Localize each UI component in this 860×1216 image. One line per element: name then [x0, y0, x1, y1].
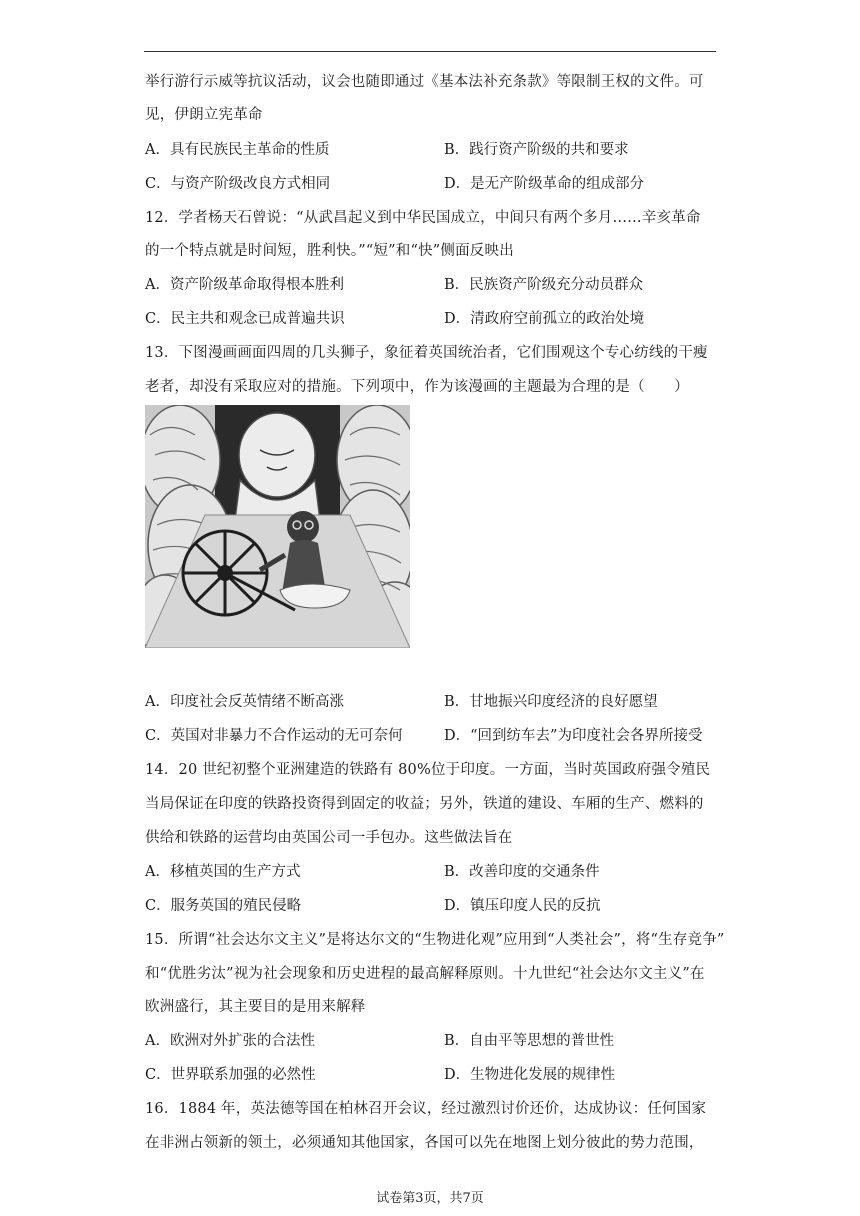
page-footer: 试卷第3页，共7页	[376, 1191, 484, 1206]
q15-stem-line-3: 欧洲盛行，其主要目的是用来解释	[145, 999, 366, 1015]
q11-option-c[interactable]: C．与资产阶级改良方式相同	[145, 176, 331, 192]
q13-option-c[interactable]: C．英国对非暴力不合作运动的无可奈何	[145, 728, 403, 744]
q11-stem-line-2: 见，伊朗立宪革命	[145, 107, 263, 123]
q12-option-c[interactable]: C．民主共和观念已成普遍共识	[145, 311, 345, 327]
q13-option-b[interactable]: B．甘地振兴印度经济的良好愿望	[444, 694, 658, 710]
q15-option-d[interactable]: D．生物进化发展的规律性	[444, 1067, 616, 1083]
q12-option-b[interactable]: B．民族资产阶级充分动员群众	[444, 277, 644, 293]
q13-option-a[interactable]: A．印度社会反英情绪不断高涨	[145, 694, 344, 710]
q12-option-a[interactable]: A．资产阶级革命取得根本胜利	[145, 277, 344, 293]
q15-option-a[interactable]: A．欧洲对外扩张的合法性	[145, 1033, 315, 1049]
q11-stem-line-1: 举行游行示威等抗议活动，议会也随即通过《基本法补充条款》等限制王权的文件。可	[145, 74, 704, 90]
spinning-wheel-cartoon-image	[145, 405, 410, 648]
q14-option-b[interactable]: B．改善印度的交通条件	[444, 864, 600, 880]
q14-option-c[interactable]: C．服务英国的殖民侵略	[145, 898, 302, 914]
q16-stem-line-2: 在非洲占领新的领土，必须通知其他国家，各国可以先在地图上划分彼此的势力范围，	[145, 1135, 704, 1151]
q16-stem-line-1: 16．1884 年，英法德等国在柏林召开会议，经过激烈讨价还价，达成协议：任何国家	[145, 1101, 707, 1117]
q13-stem-line-1: 13．下图漫画画面四周的几头狮子，象征着英国统治者，它们围观这个专心纺线的干瘦	[145, 345, 708, 361]
q14-option-d[interactable]: D．镇压印度人民的反抗	[444, 898, 601, 914]
q15-stem-line-1: 15．所谓“社会达尔文主义”是将达尔文的“生物进化观”应用到“人类社会”，将“生存竞争”	[145, 932, 725, 948]
q15-stem-line-2: 和“优胜劣汰”视为社会现象和历史进程的最高解释原则。十九世纪“社会达尔文主义”在	[145, 966, 705, 982]
q11-option-b[interactable]: B．践行资产阶级的共和要求	[444, 142, 629, 158]
q12-option-d[interactable]: D．清政府空前孤立的政治处境	[444, 311, 645, 327]
q15-option-c[interactable]: C．世界联系加强的必然性	[145, 1067, 316, 1083]
q14-stem-line-3: 供给和铁路的运营均由英国公司一手包办。这些做法旨在	[145, 830, 513, 846]
q12-stem-line-1: 12．学者杨天石曾说：“从武昌起义到中华民国成立，中间只有两个多月……辛亥革命	[145, 210, 701, 226]
q13-option-d[interactable]: D．“回到纺车去”为印度社会各界所接受	[444, 728, 703, 744]
q14-stem-line-1: 14．20 世纪初整个亚洲建造的铁路有 80%位于印度。一方面，当时英国政府强令殖民	[145, 762, 711, 778]
q15-option-b[interactable]: B．自由平等思想的普世性	[444, 1033, 615, 1049]
q14-option-a[interactable]: A．移植英国的生产方式	[145, 864, 301, 880]
header-rule	[144, 51, 716, 52]
q12-stem-line-2: 的一个特点就是时间短，胜利快。”“短”和“快”侧面反映出	[145, 243, 514, 259]
q14-stem-line-2: 当局保证在印度的铁路投资得到固定的收益；另外，铁道的建设、车厢的生产、燃料的	[145, 796, 704, 812]
q13-stem-line-2: 老者，却没有采取应对的措施。下列项中，作为该漫画的主题最为合理的是（ ）	[145, 379, 689, 395]
cartoon-figure	[145, 405, 410, 648]
q11-option-a[interactable]: A．具有民族民主革命的性质	[145, 142, 330, 158]
q11-option-d[interactable]: D．是无产阶级革命的组成部分	[444, 176, 645, 192]
